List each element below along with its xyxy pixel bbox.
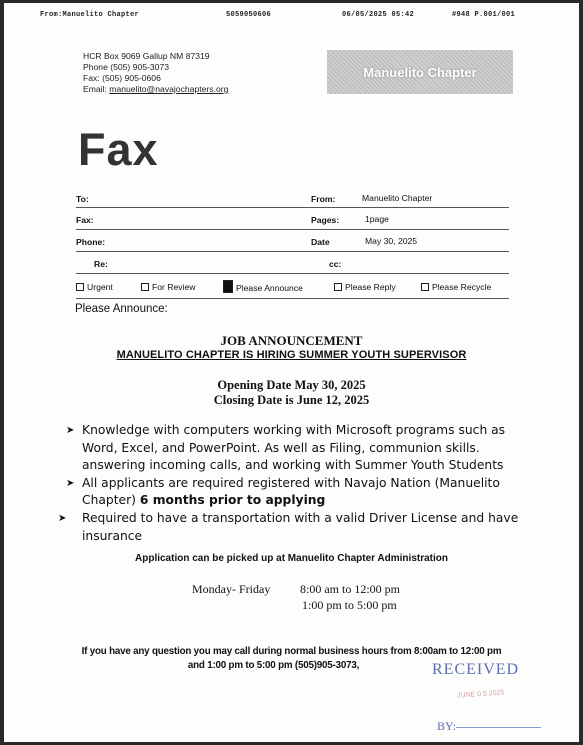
- job-announcement-heading: JOB ANNOUNCEMENT: [220, 333, 363, 348]
- contact-email-link[interactable]: manuelito@navajochapters.org: [109, 84, 229, 94]
- date-label: Date: [311, 237, 330, 247]
- header-page: #948 P.001/001: [452, 11, 516, 19]
- afternoon-hours: 1:00 pm to 5:00 pm: [302, 598, 397, 612]
- fax-page: [4, 3, 579, 742]
- checkbox-urgent[interactable]: [76, 282, 113, 292]
- requirements-list: [58, 422, 531, 545]
- checkbox-please-announce[interactable]: [223, 280, 303, 293]
- arrow-bullet-icon: ➤: [58, 512, 67, 524]
- from-label: From:: [311, 194, 336, 204]
- pickup-note: Application can be picked up at Manuelito Chapter Administration: [135, 553, 448, 564]
- fax-title: Fax: [78, 124, 159, 175]
- morning-hours: 8:00 am to 12:00 pm: [300, 582, 400, 596]
- contact-email-line: [83, 84, 228, 95]
- fax-label: Fax:: [76, 215, 94, 225]
- from-value: Manuelito Chapter: [362, 193, 433, 203]
- checkbox-please-reply[interactable]: [334, 282, 396, 292]
- closing-date: Closing Date is June 12, 2025: [213, 393, 370, 407]
- checkbox-label: Urgent: [87, 282, 113, 292]
- form-divider: [76, 273, 509, 274]
- checkbox-for-review[interactable]: [141, 282, 195, 292]
- list-item-text: Knowledge with computers working with Microsoft programs such as Word, Excel, and PowerPoint. As well as Filing, communion skills. answering incoming calls, and working with Summer Youth Students: [82, 423, 506, 473]
- checkbox-box-icon: [421, 283, 429, 291]
- checkbox-checked-icon: [223, 280, 233, 293]
- header-datetime: 06/05/2025 05:42: [342, 11, 415, 19]
- contact-block: [83, 51, 228, 95]
- checkbox-box-icon: [141, 283, 149, 291]
- list-item-emphasis: 6 months prior to applying: [139, 493, 326, 508]
- arrow-bullet-icon: ➤: [66, 477, 75, 489]
- arrow-bullet-icon: ➤: [66, 425, 75, 436]
- contact-fax: Fax: (505) 905-0606: [83, 73, 161, 83]
- form-divider: [76, 251, 509, 252]
- list-item-text: Required to have a transportation with a valid Driver License and have insurance: [82, 510, 519, 543]
- question-line: If you have any question you may call during normal business hours from 8:00am to 12:00 pm: [81, 646, 502, 657]
- contact-address: HCR Box 9069 Gallup NM 87319: [83, 51, 210, 61]
- pages-value: 1page: [365, 214, 389, 224]
- chapter-logo: Manuelito Chapter: [327, 50, 513, 94]
- please-announce-label: Please Announce:: [75, 303, 168, 315]
- checkbox-please-recycle[interactable]: [421, 282, 491, 292]
- list-item: [66, 422, 531, 475]
- pages-label: Pages:: [311, 215, 340, 225]
- to-label: To:: [76, 194, 89, 204]
- list-item: [58, 510, 531, 545]
- received-by-label: BY:: [437, 719, 456, 733]
- form-divider: [76, 298, 509, 299]
- contact-email-label: Email:: [83, 84, 107, 94]
- checkbox-box-icon: [76, 283, 84, 291]
- list-item: [66, 475, 531, 510]
- job-announcement-subheading: MANUELITO CHAPTER IS HIRING SUMMER YOUTH SUPERVISOR: [116, 349, 467, 361]
- received-by-line: [456, 727, 541, 728]
- checkbox-label: Please Recycle: [432, 282, 492, 292]
- received-stamp-date: JUNE 0 5 2025: [456, 689, 505, 700]
- re-label: Re:: [94, 259, 108, 269]
- opening-date: Opening Date May 30, 2025: [217, 378, 366, 392]
- header-number: 5059050606: [226, 11, 272, 19]
- contact-phone: Phone (505) 905-3073: [83, 62, 170, 72]
- form-divider: [76, 229, 509, 230]
- form-divider: [76, 207, 509, 208]
- checkbox-label: Please Announce: [236, 282, 303, 293]
- question-line: and 1:00 pm to 5:00 pm (505)905-3073,: [187, 660, 360, 671]
- checkbox-label: Please Reply: [345, 282, 396, 292]
- checkbox-box-icon: [334, 283, 342, 291]
- list-item-text: All applicants are required registered with Navajo Nation (Manuelito Chapter): [82, 475, 500, 508]
- header-from: From:Manuelito Chapter: [40, 11, 140, 19]
- received-stamp: RECEIVED: [432, 661, 520, 678]
- cc-label: cc:: [329, 259, 342, 269]
- date-value: May 30, 2025: [365, 236, 418, 246]
- phone-label: Phone:: [76, 237, 106, 247]
- office-days: Monday- Friday: [192, 582, 271, 596]
- checkbox-label: For Review: [152, 282, 196, 292]
- announcement-dates: [4, 378, 579, 408]
